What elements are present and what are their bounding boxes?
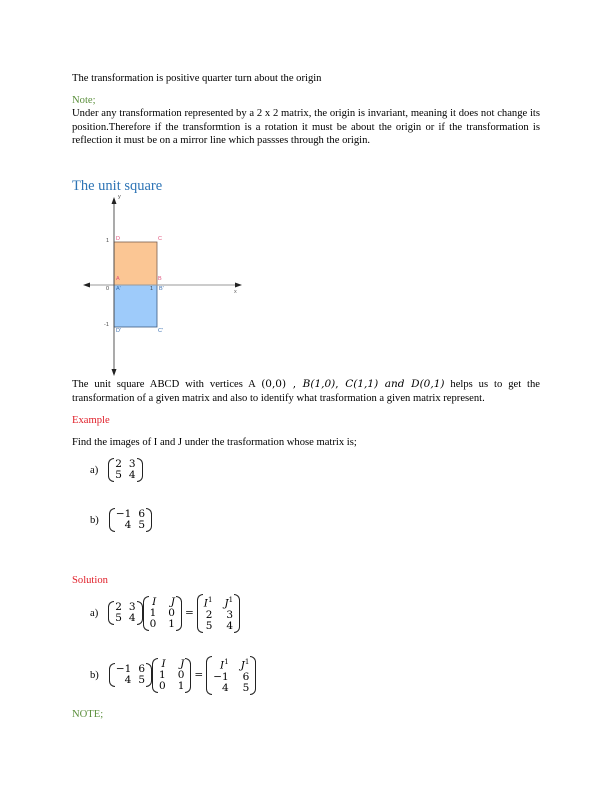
unit-square-paragraph: The unit square ABCD with vertices A (0,0) , B(1,0), C(1,1) and D(0,1) helps us to get the transformation of a given matrix and also to identify what trasformation a given matrix represent. — [72, 378, 541, 404]
label-D: D — [116, 236, 120, 242]
solution-label: Solution — [72, 575, 108, 586]
result-matrix: $I^1$ $J^1$ −1 6 4 5 — [206, 656, 256, 695]
label-D-prime: D' — [116, 328, 122, 334]
y-axis-down-arrow-icon — [112, 369, 117, 376]
unit-square-figure — [78, 194, 248, 380]
note-label: Note; — [72, 95, 96, 106]
x-axis-left-arrow-icon — [83, 283, 90, 288]
label-C-prime: C' — [158, 328, 164, 334]
transform-matrix: −1 6 4 5 — [109, 663, 152, 687]
label-B: B — [158, 276, 162, 282]
example-label: Example — [72, 415, 110, 426]
solution-item-b: b) −1 6 4 5 I J 1 0 0 1 = $I^1$ $J^1$ −1 6 4 5 — [90, 656, 256, 695]
y-axis-label: y — [118, 194, 121, 200]
label-B-prime: B' — [159, 286, 164, 292]
tick-1: 1 — [106, 238, 110, 244]
x-axis-label: x — [234, 289, 237, 295]
tick-neg1: -1 — [104, 322, 109, 328]
solution-item-a: a) 2 3 5 4 I J 1 0 0 1 = $I^1$ $J^1$ 2 3 5 4 — [90, 594, 240, 633]
matrix: −1 6 4 5 — [109, 508, 152, 532]
statement-text: The transformation is positive quarter turn about the origin — [72, 73, 322, 84]
y-axis-up-arrow-icon — [112, 197, 117, 204]
label-A-prime: A' — [116, 286, 121, 292]
section-heading: The unit square — [72, 178, 163, 194]
example-item-b: b) −1 6 4 5 — [90, 508, 152, 532]
footer-note-label: NOTE; — [72, 709, 104, 720]
transform-matrix: 2 3 5 4 — [108, 601, 142, 625]
result-matrix: $I^1$ $J^1$ 2 3 5 4 — [197, 594, 240, 633]
tick-0: 0 — [106, 286, 110, 292]
x-axis-right-arrow-icon — [235, 283, 242, 288]
label-A: A — [116, 276, 120, 282]
example-item-a: a) 2 3 5 4 — [90, 458, 143, 482]
tick-x1: 1 — [150, 286, 154, 292]
unit-vectors-matrix: I J 1 0 0 1 — [143, 596, 182, 631]
unit-vectors-matrix: I J 1 0 0 1 — [152, 658, 191, 693]
example-question: Find the images of I and J under the trasformation whose matrix is; — [72, 437, 357, 448]
matrix: 2 3 5 4 — [108, 458, 142, 482]
note-paragraph: Under any transformation represented by a 2 x 2 matrix, the origin is invariant, meaning it does not change its position.Therefore if the transformtion is a rotation it must be about the origin or if the transformation is reflection it must be on a mirror line which passses through the origin. — [72, 108, 540, 147]
original-square — [114, 242, 157, 285]
label-C: C — [158, 236, 162, 242]
